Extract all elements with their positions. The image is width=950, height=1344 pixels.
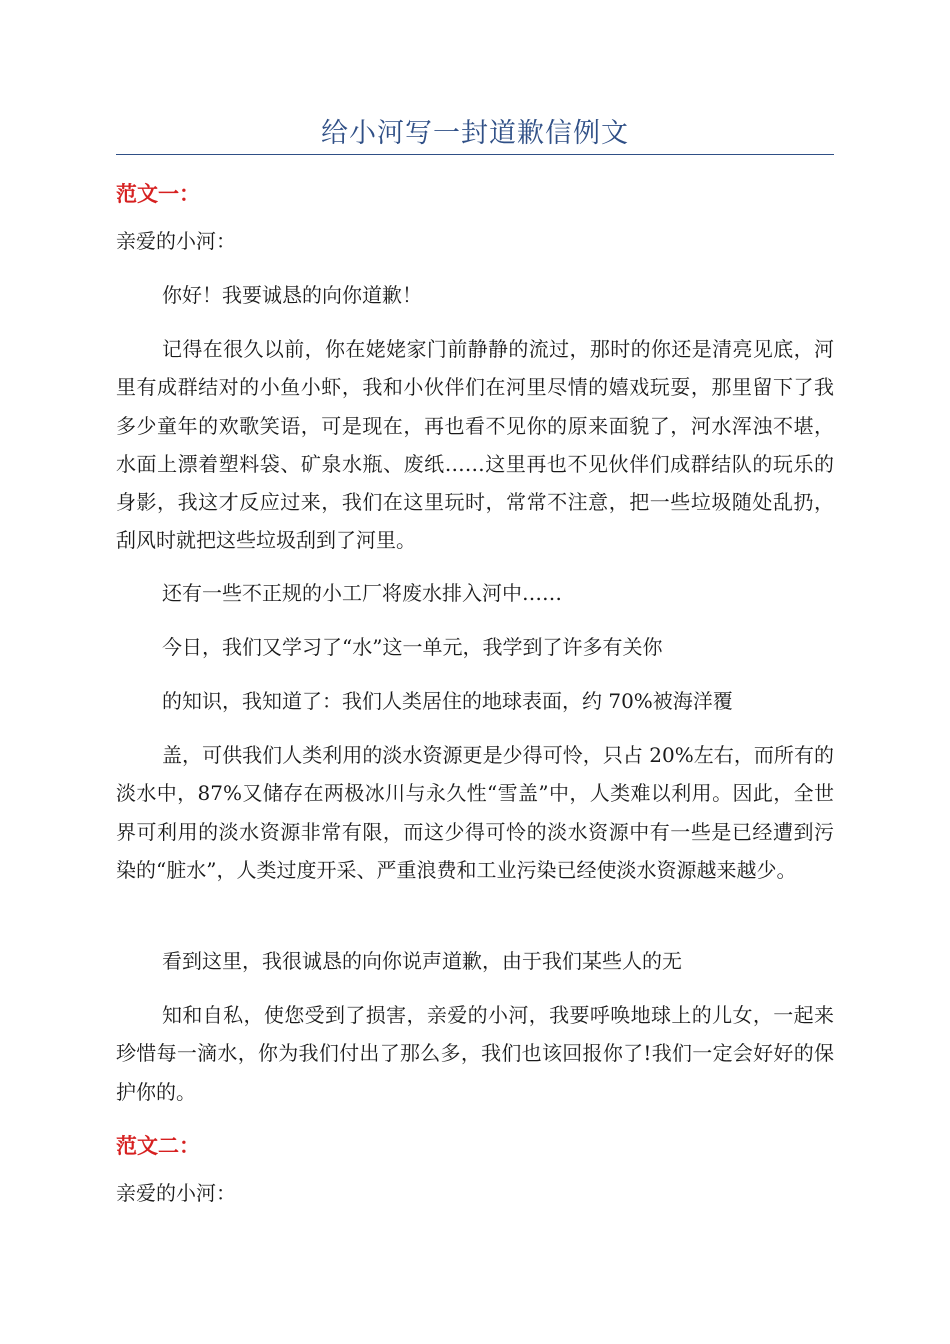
sample-1-paragraph-1: 记得在很久以前，你在姥姥家门前静静的流过，那时的你还是清亮见底，河里有成群结对的小鱼小虾，我和小伙伴们在河里尽情的嬉戏玩耍，那里留下了我多少童年的欢歌笑语，可是现在，再也看不见你的原来面貌了，河水浑浊不堪，水面上漂着塑料袋、矿泉水瓶、废纸……这里再也不见伙伴们成群结队的玩乐的身影，我这才反应过来，我们在这里玩时，常常不注意，把一些垃圾随处乱扔，刮风时就把这些垃圾刮到了河里。: [116, 337, 834, 553]
sample-2-heading: 范文二：: [116, 1134, 200, 1158]
sample-1-paragraph-2: 还有一些不正规的小工厂将废水排入河中……: [162, 581, 562, 605]
title-underline: [116, 154, 834, 155]
sample-1-paragraph-3: 今日，我们又学习了“水”这一单元，我学到了许多有关你: [162, 635, 663, 659]
sample-2-salutation: 亲爱的小河：: [116, 1181, 236, 1205]
page-title: 给小河写一封道歉信例文: [321, 118, 629, 149]
sample-1-paragraph-5: 盖，可供我们人类利用的淡水资源更是少得可怜，只占 20%左右，而所有的淡水中，87%又储存在两极冰川与永久性“雪盖”中，人类难以利用。因此，全世界可利用的淡水资源非常有限，而这少得可怜的淡水资源中有一些是已经遭到污染的“脏水”，人类过度开采、严重浪费和工业污染已经使淡水资源越来越少。: [116, 743, 834, 882]
sample-1-paragraph-6: 看到这里，我很诚恳的向你说声道歉，由于我们某些人的无: [162, 949, 682, 973]
sample-1-paragraph-7: 知和自私，使您受到了损害，亲爱的小河，我要呼唤地球上的儿女，一起来珍惜每一滴水，你为我们付出了那么多，我们也该回报你了!我们一定会好好的保护你的。: [116, 1003, 834, 1104]
sample-1-salutation: 亲爱的小河：: [116, 229, 236, 253]
sample-1-heading: 范文一：: [116, 182, 200, 206]
sample-1-paragraph-4: 的知识，我知道了：我们人类居住的地球表面，约 70%被海洋覆: [162, 689, 733, 713]
sample-1-greeting: 你好！我要诚恳的向你道歉！: [162, 283, 422, 307]
